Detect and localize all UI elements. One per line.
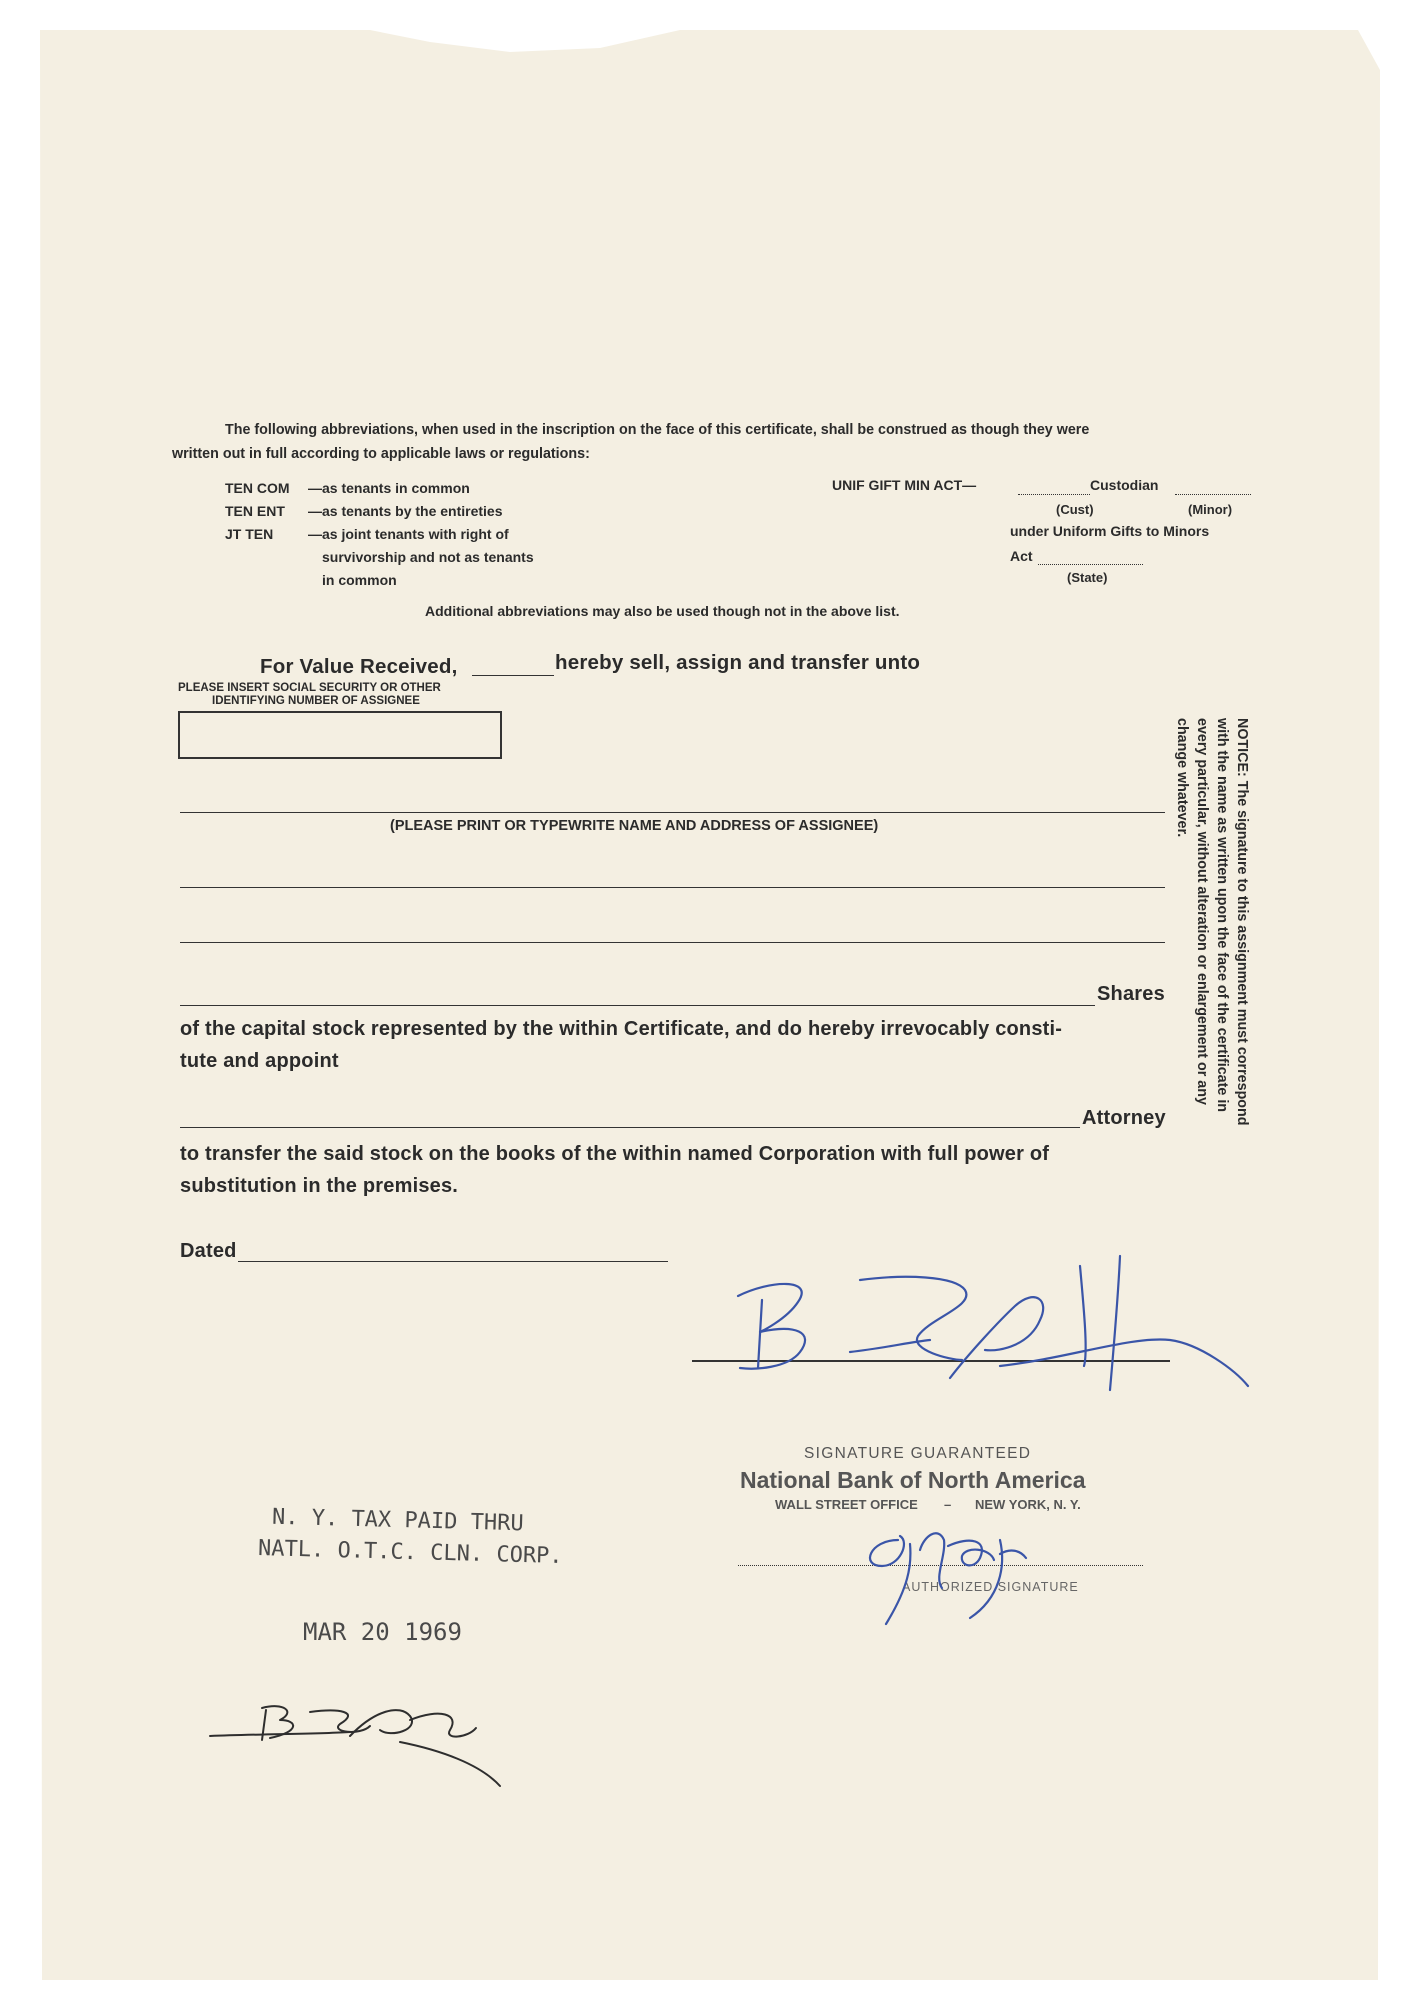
- abbrev-desc-ten-com: —as tenants in common: [308, 480, 470, 496]
- to-transfer-line2: substitution in the premises.: [180, 1175, 459, 1197]
- notice-line3: every particular, without alteration or enlargement or any: [1194, 718, 1210, 1105]
- custodian-label: Custodian: [1090, 477, 1159, 493]
- ssn-input-box[interactable]: [178, 711, 502, 759]
- abbrev-code-jt-ten: JT TEN: [225, 526, 274, 542]
- state-dotted-line: [1038, 564, 1143, 565]
- to-transfer-line1: to transfer the said stock on the books of the within named Corporation with full power of: [180, 1143, 1050, 1165]
- assignee-address-line2[interactable]: [180, 942, 1165, 943]
- shares-blank-line[interactable]: [180, 1005, 1095, 1006]
- under-uniform-label: under Uniform Gifts to Minors: [1010, 523, 1210, 539]
- attorney-label: Attorney: [1082, 1107, 1166, 1129]
- shares-label: Shares: [1097, 983, 1165, 1005]
- abbrev-code-ten-com: TEN COM: [225, 480, 290, 496]
- act-label: Act: [1010, 548, 1033, 564]
- for-value-received: For Value Received,: [260, 655, 458, 678]
- minor-caption: (Minor): [1188, 502, 1233, 517]
- ssn-label-line2: IDENTIFYING NUMBER OF ASSIGNEE: [212, 695, 420, 707]
- tax-stamp-date: MAR 20 1969: [303, 1618, 462, 1646]
- abbrev-intro-line2: written out in full according to applicable laws or regulations:: [172, 446, 590, 462]
- tax-stamp-signature: [200, 1690, 530, 1790]
- additional-abbrev-note: Additional abbreviations may also be used though not in the above list.: [425, 603, 900, 619]
- guarantee-city: NEW YORK, N. Y.: [975, 1497, 1081, 1512]
- state-caption: (State): [1067, 570, 1108, 585]
- attorney-blank-line[interactable]: [180, 1127, 1080, 1128]
- authorized-signature-caption: AUTHORIZED SIGNATURE: [902, 1580, 1079, 1594]
- guarantee-dash: –: [944, 1497, 952, 1512]
- hereby-sell-text: hereby sell, assign and transfer unto: [555, 651, 921, 674]
- minor-dotted-line: [1175, 494, 1251, 495]
- abbrev-jt-ten-cont1: survivorship and not as tenants: [322, 549, 534, 565]
- abbrev-code-ten-ent: TEN ENT: [225, 503, 285, 519]
- transferor-blank-line[interactable]: [472, 675, 554, 676]
- assignor-signature: [700, 1240, 1260, 1400]
- ssn-label-line1: PLEASE INSERT SOCIAL SECURITY OR OTHER: [178, 682, 441, 694]
- capital-stock-line1: of the capital stock represented by the within Certificate, and do hereby irrevocably consti-: [180, 1018, 1063, 1040]
- cust-dotted-line: [1018, 494, 1090, 495]
- cust-caption: (Cust): [1056, 502, 1094, 517]
- assignee-address-line1[interactable]: [180, 887, 1165, 888]
- tax-stamp-line1: N. Y. TAX PAID THRU: [271, 1504, 524, 1537]
- abbrev-intro-line1: The following abbreviations, when used in the inscription on the face of this certificate, shall be construed as though they were: [225, 422, 1090, 438]
- authorized-signature: [850, 1506, 1040, 1636]
- guarantee-office: WALL STREET OFFICE: [775, 1497, 918, 1512]
- print-name-caption: (PLEASE PRINT OR TYPEWRITE NAME AND ADDRESS OF ASSIGNEE): [390, 818, 879, 834]
- guarantee-bank-name: National Bank of North America: [740, 1467, 1086, 1493]
- tax-stamp-line2: NATL. O.T.C. CLN. CORP.: [257, 1536, 563, 1569]
- capital-stock-line2: tute and appoint: [180, 1050, 339, 1072]
- abbrev-desc-ten-ent: —as tenants by the entireties: [308, 503, 503, 519]
- notice-line1: NOTICE: The signature to this assignment must correspond: [1234, 718, 1250, 1126]
- signature-guaranteed-title: SIGNATURE GUARANTEED: [804, 1445, 1032, 1462]
- dated-label: Dated: [180, 1240, 237, 1262]
- assignee-name-line[interactable]: [180, 812, 1165, 813]
- unif-gift-label: UNIF GIFT MIN ACT—: [832, 477, 977, 493]
- dated-blank-line[interactable]: [238, 1261, 668, 1262]
- notice-line4: change whatever.: [1174, 718, 1190, 838]
- abbrev-desc-jt-ten: —as joint tenants with right of: [308, 526, 509, 542]
- notice-line2: with the name as written upon the face of the certificate in: [1214, 718, 1230, 1113]
- abbrev-jt-ten-cont2: in common: [322, 572, 397, 588]
